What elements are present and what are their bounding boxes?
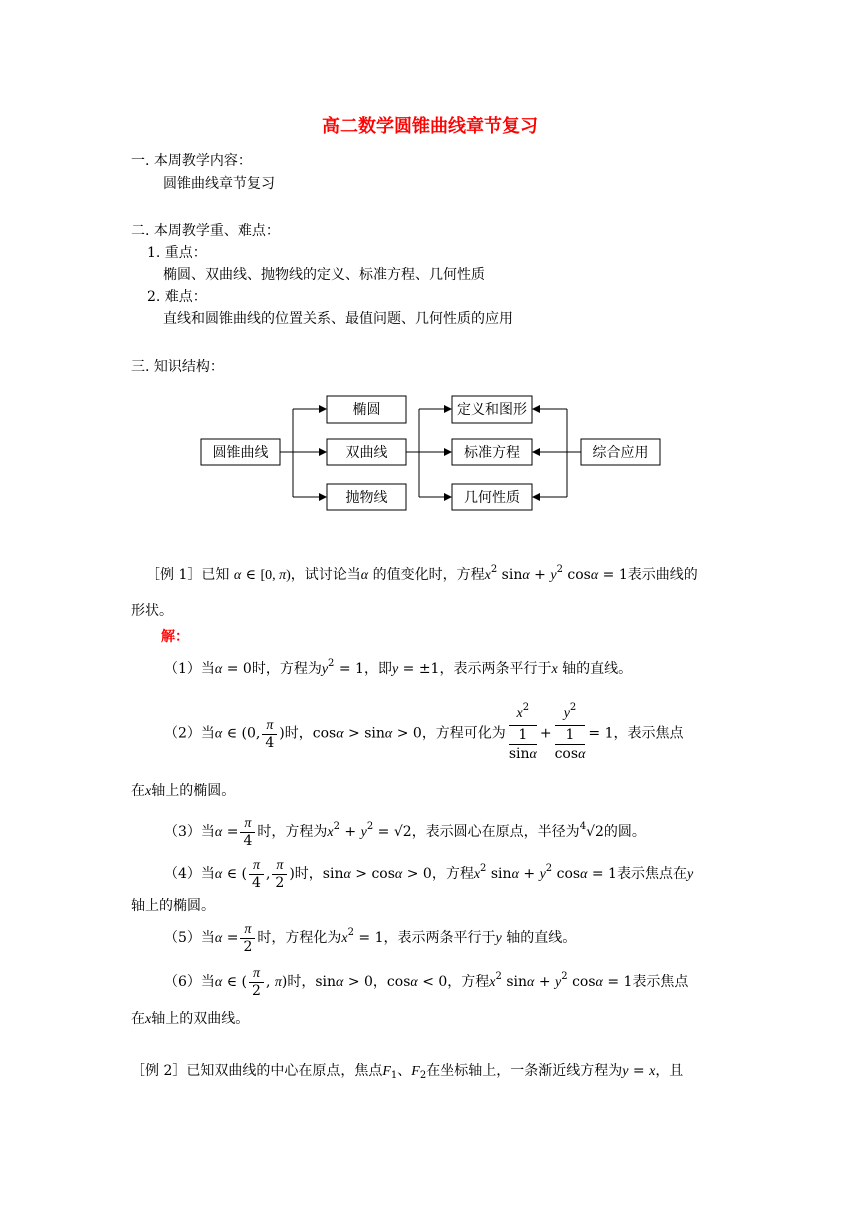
node-curve-1-label: 椭圆: [352, 402, 381, 418]
example-2-statement: ［例 2］已知双曲线的中心在原点，焦点$F_1$、$F_2$在坐标轴上，一条渐近线方程为y = x，且: [131, 1063, 684, 1081]
example-1-label: ［例 1］: [146, 567, 202, 583]
node-aspect-1-label: 定义和图形: [457, 402, 527, 418]
example-2-label: ［例 2］: [131, 1063, 187, 1079]
example-1-statement: ［例 1］已知 α ∈ [0, π)，试讨论当α 的值变化时，方程$x^2$ $\sin\alpha + y^2$ cosα = 1表示曲线的: [146, 564, 698, 583]
key-points-heading: 1. 重点：: [147, 245, 207, 261]
node-root-label: 圆锥曲线: [212, 445, 269, 461]
page-title: 高二数学圆锥曲线章节复习: [322, 116, 538, 137]
difficult-points-content: 直线和圆锥曲线的位置关系、最值问题、几何性质的应用: [163, 311, 513, 327]
node-aspect-3-label: 几何性质: [464, 490, 520, 506]
case-2: （2）当α ∈ (0, $\frac{\pi}{4}$ )时，cosα > sinα > 0，方程可化为 $\frac{x^2}{\frac{1}{\sin\alpha}}$ + $\frac{y^2}{\frac{1}{\cos\alpha}}$ = 1，表示焦点: [164, 702, 684, 762]
knowledge-structure-diagram: [195, 390, 665, 520]
case-2-cont: 在x轴上的椭圆。: [131, 783, 236, 799]
section-1-heading: 一. 本周教学内容：: [131, 153, 252, 169]
case-6-cont: 在x轴上的双曲线。: [131, 1011, 250, 1027]
node-curve-2-label: 双曲线: [345, 445, 388, 461]
section-1-content: 圆锥曲线章节复习: [163, 176, 275, 192]
case-6: （6）当α ∈ ( $\frac{\pi}{2}$ , π)时，sinα > 0，cosα < 0，方程$x^2$ $\sin\alpha + y^2$ cosα = 1表示焦点: [164, 966, 689, 999]
case-5: （5）当α = $\frac{\pi}{2}$ 时，方程化为$x^2 = 1$，表示两条平行于y 轴的直线。: [164, 922, 577, 955]
section-3-heading: 三. 知识结构：: [131, 359, 224, 375]
case-3: （3）当α = $\frac{\pi}{4}$ 时，方程为$x^2 + y^2 = √2$，表示圆心在原点，半径为$^4$√2的圆。: [164, 816, 646, 849]
case-4-cont: 轴上的椭圆。: [131, 898, 215, 914]
example-1-statement-cont: 形状。: [131, 603, 173, 619]
node-curve-3-label: 抛物线: [345, 490, 388, 506]
solution-label: 解：: [161, 629, 189, 645]
case-1: （1）当α = 0时，方程为$y^2 = 1$，即y = ±1，表示两条平行于x 轴的直线。: [164, 658, 633, 677]
section-2-heading: 二. 本周教学重、难点：: [131, 223, 280, 239]
difficult-points-heading: 2. 难点：: [147, 289, 207, 305]
node-aspect-2-label: 标准方程: [464, 445, 520, 461]
case-4: （4）当α ∈ ( $\frac{\pi}{4}$ , $\frac{\pi}{2}$ )时，sinα > cosα > 0，方程$x^2$ $\sin\alpha + y^2$ cosα = 1表示焦点在y: [164, 858, 694, 891]
key-points-content: 椭圆、双曲线、抛物线的定义、标准方程、几何性质: [163, 267, 485, 283]
node-application-label: 综合应用: [592, 445, 649, 461]
